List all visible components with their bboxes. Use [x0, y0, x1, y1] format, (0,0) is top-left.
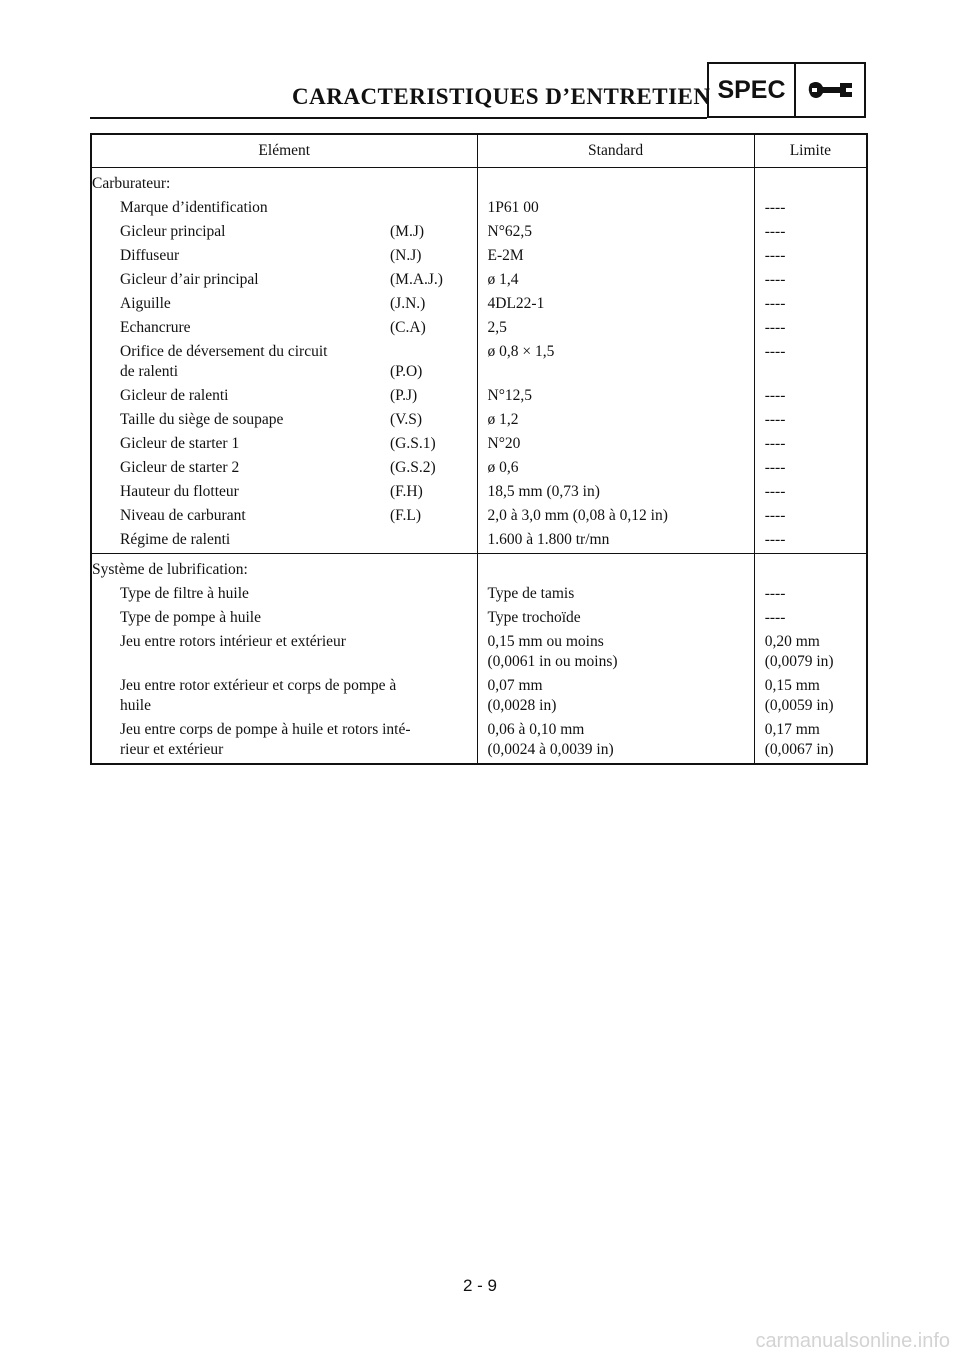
table-row: [91, 408, 867, 432]
limit-value: ----: [764, 435, 786, 452]
table-row: [91, 606, 867, 630]
limit-value: ----: [764, 411, 786, 428]
element-label-line: Gicleur d’air principal: [120, 271, 259, 288]
section-row: [91, 554, 867, 583]
table-row: [91, 384, 867, 408]
standard-value: 1P61 00: [487, 199, 539, 216]
empty-cell: [754, 168, 867, 197]
element-cell: [91, 244, 477, 268]
empty-cell: [754, 554, 867, 583]
element-abbreviation: (M.A.J.): [390, 271, 443, 288]
element-label: [92, 246, 477, 266]
element-label-line: Diffuseur: [120, 247, 180, 264]
element-cell: [91, 220, 477, 244]
table-row: [91, 292, 867, 316]
standard-cell: [477, 718, 754, 764]
element-label: [92, 608, 477, 628]
element-abbreviation: (G.S.1): [390, 435, 436, 452]
standard-value: N°20: [487, 435, 521, 452]
standard-cell: [477, 432, 754, 456]
empty-cell: [477, 168, 754, 197]
standard-value: (0,0028 in): [487, 697, 557, 714]
element-abbreviation: (P.J): [390, 387, 418, 404]
element-abbreviation: (C.A): [390, 319, 426, 336]
standard-cell: [477, 504, 754, 528]
element-label-line: Marque d’identification: [120, 199, 268, 216]
standard-value: E-2M: [487, 247, 524, 264]
element-label-line: Gicleur principal: [120, 223, 226, 240]
standard-value: 2,5: [487, 319, 507, 336]
element-label-line: Echancrure: [120, 319, 191, 336]
table-row: [91, 316, 867, 340]
element-label: [92, 632, 477, 652]
limit-cell: [754, 432, 867, 456]
column-header: Limite: [754, 134, 867, 168]
element-label-line: rieur et extérieur: [120, 741, 224, 758]
standard-cell: [477, 674, 754, 718]
empty-cell: [477, 554, 754, 583]
limit-cell: [754, 480, 867, 504]
element-label-line: de ralenti: [120, 363, 179, 380]
element-label: [92, 676, 477, 716]
limit-cell: [754, 292, 867, 316]
section-title-cell: Carburateur:: [92, 175, 171, 192]
element-cell: [91, 408, 477, 432]
standard-value: N°62,5: [487, 223, 533, 240]
limit-cell: [754, 268, 867, 292]
limit-value: ----: [764, 609, 786, 626]
element-label-line: Niveau de carburant: [120, 507, 246, 524]
element-label: [92, 386, 477, 406]
standard-value: 0,07 mm: [487, 677, 543, 694]
limit-cell: [754, 340, 867, 384]
limit-value: ----: [764, 483, 786, 500]
element-abbreviation: (V.S): [390, 411, 423, 428]
standard-cell: [477, 606, 754, 630]
limit-value: ----: [764, 223, 786, 240]
element-cell: [91, 292, 477, 316]
element-label-line: huile: [120, 697, 151, 714]
column-header: Elément: [91, 134, 477, 168]
table-row: [91, 196, 867, 220]
standard-value: ø 1,2: [487, 411, 519, 428]
limit-value: ----: [764, 507, 786, 524]
limit-value: ----: [764, 271, 786, 288]
standard-cell: [477, 220, 754, 244]
limit-cell: [754, 220, 867, 244]
element-label-line: Hauteur du flotteur: [120, 483, 239, 500]
standard-cell: [477, 292, 754, 316]
table-row: [91, 268, 867, 292]
section-row: [91, 168, 867, 197]
watermark: carmanualsonline.info: [755, 1330, 950, 1352]
wrench-icon: [796, 64, 864, 116]
standard-cell: [477, 630, 754, 674]
limit-value: ----: [764, 295, 786, 312]
element-label-line: Taille du siège de soupape: [120, 411, 284, 428]
element-cell: [91, 504, 477, 528]
limit-value: ----: [764, 199, 786, 216]
element-label: [92, 318, 477, 338]
element-cell: [91, 340, 477, 384]
element-label: [92, 720, 477, 760]
standard-value: ø 0,8 × 1,5: [487, 343, 555, 360]
standard-value: Type de tamis: [487, 585, 575, 602]
standard-cell: [477, 582, 754, 606]
element-cell: [91, 630, 477, 674]
limit-cell: [754, 196, 867, 220]
limit-cell: [754, 244, 867, 268]
element-cell: [91, 268, 477, 292]
limit-cell: [754, 674, 867, 718]
element-label-line: Gicleur de starter 1: [120, 435, 240, 452]
standard-value: ø 1,4: [487, 271, 519, 288]
element-label-line: Jeu entre rotors intérieur et extérieur: [120, 633, 346, 650]
limit-cell: [754, 606, 867, 630]
table-row: [91, 456, 867, 480]
element-label-line: Gicleur de starter 2: [120, 459, 240, 476]
element-label: [92, 530, 477, 550]
element-label-line: Orifice de déversement du circuit: [120, 343, 328, 360]
limit-cell: [754, 630, 867, 674]
element-label: [92, 270, 477, 290]
standard-value: N°12,5: [487, 387, 533, 404]
standard-value: (0,0061 in ou moins): [487, 653, 618, 670]
limit-cell: [754, 408, 867, 432]
standard-cell: [477, 316, 754, 340]
page-number: 2 - 9: [462, 1276, 498, 1295]
section-title-cell: Système de lubrification:: [92, 561, 248, 578]
standard-value: 18,5 mm (0,73 in): [487, 483, 600, 500]
element-abbreviation: (F.L): [390, 507, 422, 524]
table-row: [91, 340, 867, 384]
table-row: [91, 630, 867, 674]
element-label: [92, 584, 477, 604]
limit-cell: [754, 456, 867, 480]
table-row: [91, 718, 867, 764]
limit-cell: [754, 718, 867, 764]
element-cell: [91, 316, 477, 340]
element-label-line: Jeu entre rotor extérieur et corps de pompe à: [120, 677, 397, 694]
element-abbreviation: (M.J): [390, 223, 425, 240]
page-title: CARACTERISTIQUES D’ENTRETIEN: [292, 84, 711, 109]
limit-cell: [754, 384, 867, 408]
element-abbreviation: (N.J): [390, 247, 422, 264]
standard-value: 0,06 à 0,10 mm: [487, 721, 585, 738]
standard-cell: [477, 480, 754, 504]
limit-value: (0,0059 in): [764, 697, 834, 714]
element-label: [92, 294, 477, 314]
standard-cell: [477, 196, 754, 220]
table-row: [91, 244, 867, 268]
standard-cell: [477, 384, 754, 408]
element-cell: [91, 582, 477, 606]
element-label-line: Type de filtre à huile: [120, 585, 249, 602]
table-row: [91, 582, 867, 606]
table-row: [91, 674, 867, 718]
limit-cell: [754, 316, 867, 340]
spec-table: [90, 133, 868, 765]
element-cell: [91, 528, 477, 554]
element-cell: [91, 480, 477, 504]
element-cell: [91, 606, 477, 630]
element-label: [92, 198, 477, 218]
table-row: [91, 480, 867, 504]
element-abbreviation: (G.S.2): [390, 459, 436, 476]
limit-value: (0,0067 in): [764, 741, 834, 758]
element-label: [92, 458, 477, 478]
standard-value: 2,0 à 3,0 mm (0,08 à 0,12 in): [487, 507, 668, 524]
element-label-line: Gicleur de ralenti: [120, 387, 229, 404]
element-label: [92, 506, 477, 526]
spec-badge-label: SPEC: [709, 64, 796, 116]
element-label-line: Régime de ralenti: [120, 531, 231, 548]
limit-cell: [754, 582, 867, 606]
standard-value: Type trochoïde: [487, 609, 581, 626]
element-abbreviation: (J.N.): [390, 295, 426, 312]
standard-value: (0,0024 à 0,0039 in): [487, 741, 614, 758]
element-cell: [91, 432, 477, 456]
element-label-line: Aiguille: [120, 295, 171, 312]
spec-badge: [707, 62, 866, 118]
standard-cell: [477, 408, 754, 432]
limit-value: ----: [764, 585, 786, 602]
standard-value: 1.600 à 1.800 tr/mn: [487, 531, 610, 548]
element-abbreviation: (P.O): [390, 363, 423, 380]
table-row: [91, 504, 867, 528]
standard-cell: [477, 340, 754, 384]
standard-value: 0,15 mm ou moins: [487, 633, 604, 650]
element-label: [92, 342, 477, 382]
element-cell: [91, 674, 477, 718]
limit-value: ----: [764, 459, 786, 476]
element-cell: [91, 384, 477, 408]
standard-cell: [477, 244, 754, 268]
element-label-line: Type de pompe à huile: [120, 609, 261, 626]
limit-value: ----: [764, 343, 786, 360]
standard-value: 4DL22-1: [487, 295, 545, 312]
table-row: [91, 432, 867, 456]
limit-value: ----: [764, 531, 786, 548]
column-header: Standard: [477, 134, 754, 168]
limit-cell: [754, 528, 867, 554]
element-cell: [91, 456, 477, 480]
standard-cell: [477, 456, 754, 480]
element-label: [92, 222, 477, 242]
element-label: [92, 410, 477, 430]
element-cell: [91, 196, 477, 220]
limit-value: ----: [764, 247, 786, 264]
limit-cell: [754, 504, 867, 528]
limit-value: ----: [764, 319, 786, 336]
element-label: [92, 434, 477, 454]
standard-value: ø 0,6: [487, 459, 519, 476]
limit-value: (0,0079 in): [764, 653, 834, 670]
element-label-line: Jeu entre corps de pompe à huile et rotors inté-: [120, 721, 411, 738]
element-cell: [91, 718, 477, 764]
limit-value: ----: [764, 387, 786, 404]
standard-cell: [477, 528, 754, 554]
standard-cell: [477, 268, 754, 292]
table-row: [91, 528, 867, 554]
title-underline: [90, 117, 707, 119]
element-label: [92, 482, 477, 502]
limit-value: 0,20 mm: [764, 633, 820, 650]
limit-value: 0,15 mm: [764, 677, 820, 694]
table-header-row: [91, 134, 867, 168]
element-abbreviation: (F.H): [390, 483, 423, 500]
table-row: [91, 220, 867, 244]
limit-value: 0,17 mm: [764, 721, 820, 738]
